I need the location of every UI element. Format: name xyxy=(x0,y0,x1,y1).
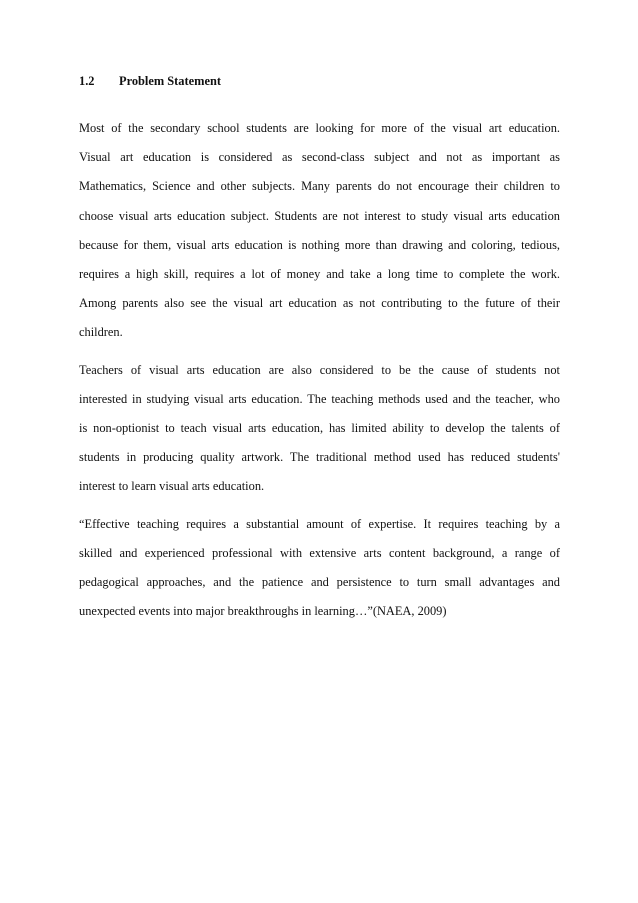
paragraph-2 xyxy=(79,356,560,502)
paragraph-line: is non-optionist to teach visual arts education, has limited ability to develop the talents of xyxy=(79,421,560,436)
paragraph-1 xyxy=(79,114,560,348)
paragraph-line: children. xyxy=(79,325,123,340)
paragraph-line: Mathematics, Science and other subjects. Many parents do not encourage their children to xyxy=(79,179,560,194)
paragraph-line: Teachers of visual arts education are also considered to be the cause of students not xyxy=(79,362,560,377)
paragraph-line: interest to learn visual arts education. xyxy=(79,479,265,494)
paragraph-line: “Effective teaching requires a substantial amount of expertise. It requires teaching by a xyxy=(79,516,560,531)
paragraph-line: skilled and experienced professional with extensive arts content background, a range of xyxy=(79,545,560,560)
paragraph-line: Among parents also see the visual art education as not contributing to the future of their xyxy=(79,296,560,311)
paragraph-line: students in producing quality artwork. The traditional method used has reduced students' xyxy=(79,450,560,465)
paragraph-line: because for them, visual arts education is nothing more than drawing and coloring, tedious, xyxy=(79,237,560,252)
paragraph-line: requires a high skill, requires a lot of money and take a long time to complete the work. xyxy=(79,267,560,282)
paragraph-line: Visual art education is considered as second-class subject and not as important as xyxy=(79,150,560,165)
paragraph-line: pedagogical approaches, and the patience and persistence to turn small advantages and xyxy=(79,575,560,590)
paragraph-line: unexpected events into major breakthroughs in learning…”(NAEA, 2009) xyxy=(79,604,447,619)
section-title: Problem Statement xyxy=(119,74,221,88)
paragraph-line: Most of the secondary school students are looking for more of the visual art education. xyxy=(79,121,560,135)
paragraph-3-quote xyxy=(79,510,560,627)
paragraph-line: choose visual arts education subject. Students are not interest to study visual arts education xyxy=(79,208,560,223)
paragraph-line: interested in studying visual arts education. The teaching methods used and the teacher, who xyxy=(79,391,560,406)
section-number: 1.2 xyxy=(79,74,95,88)
section-heading xyxy=(79,73,560,89)
document-page xyxy=(79,73,560,634)
